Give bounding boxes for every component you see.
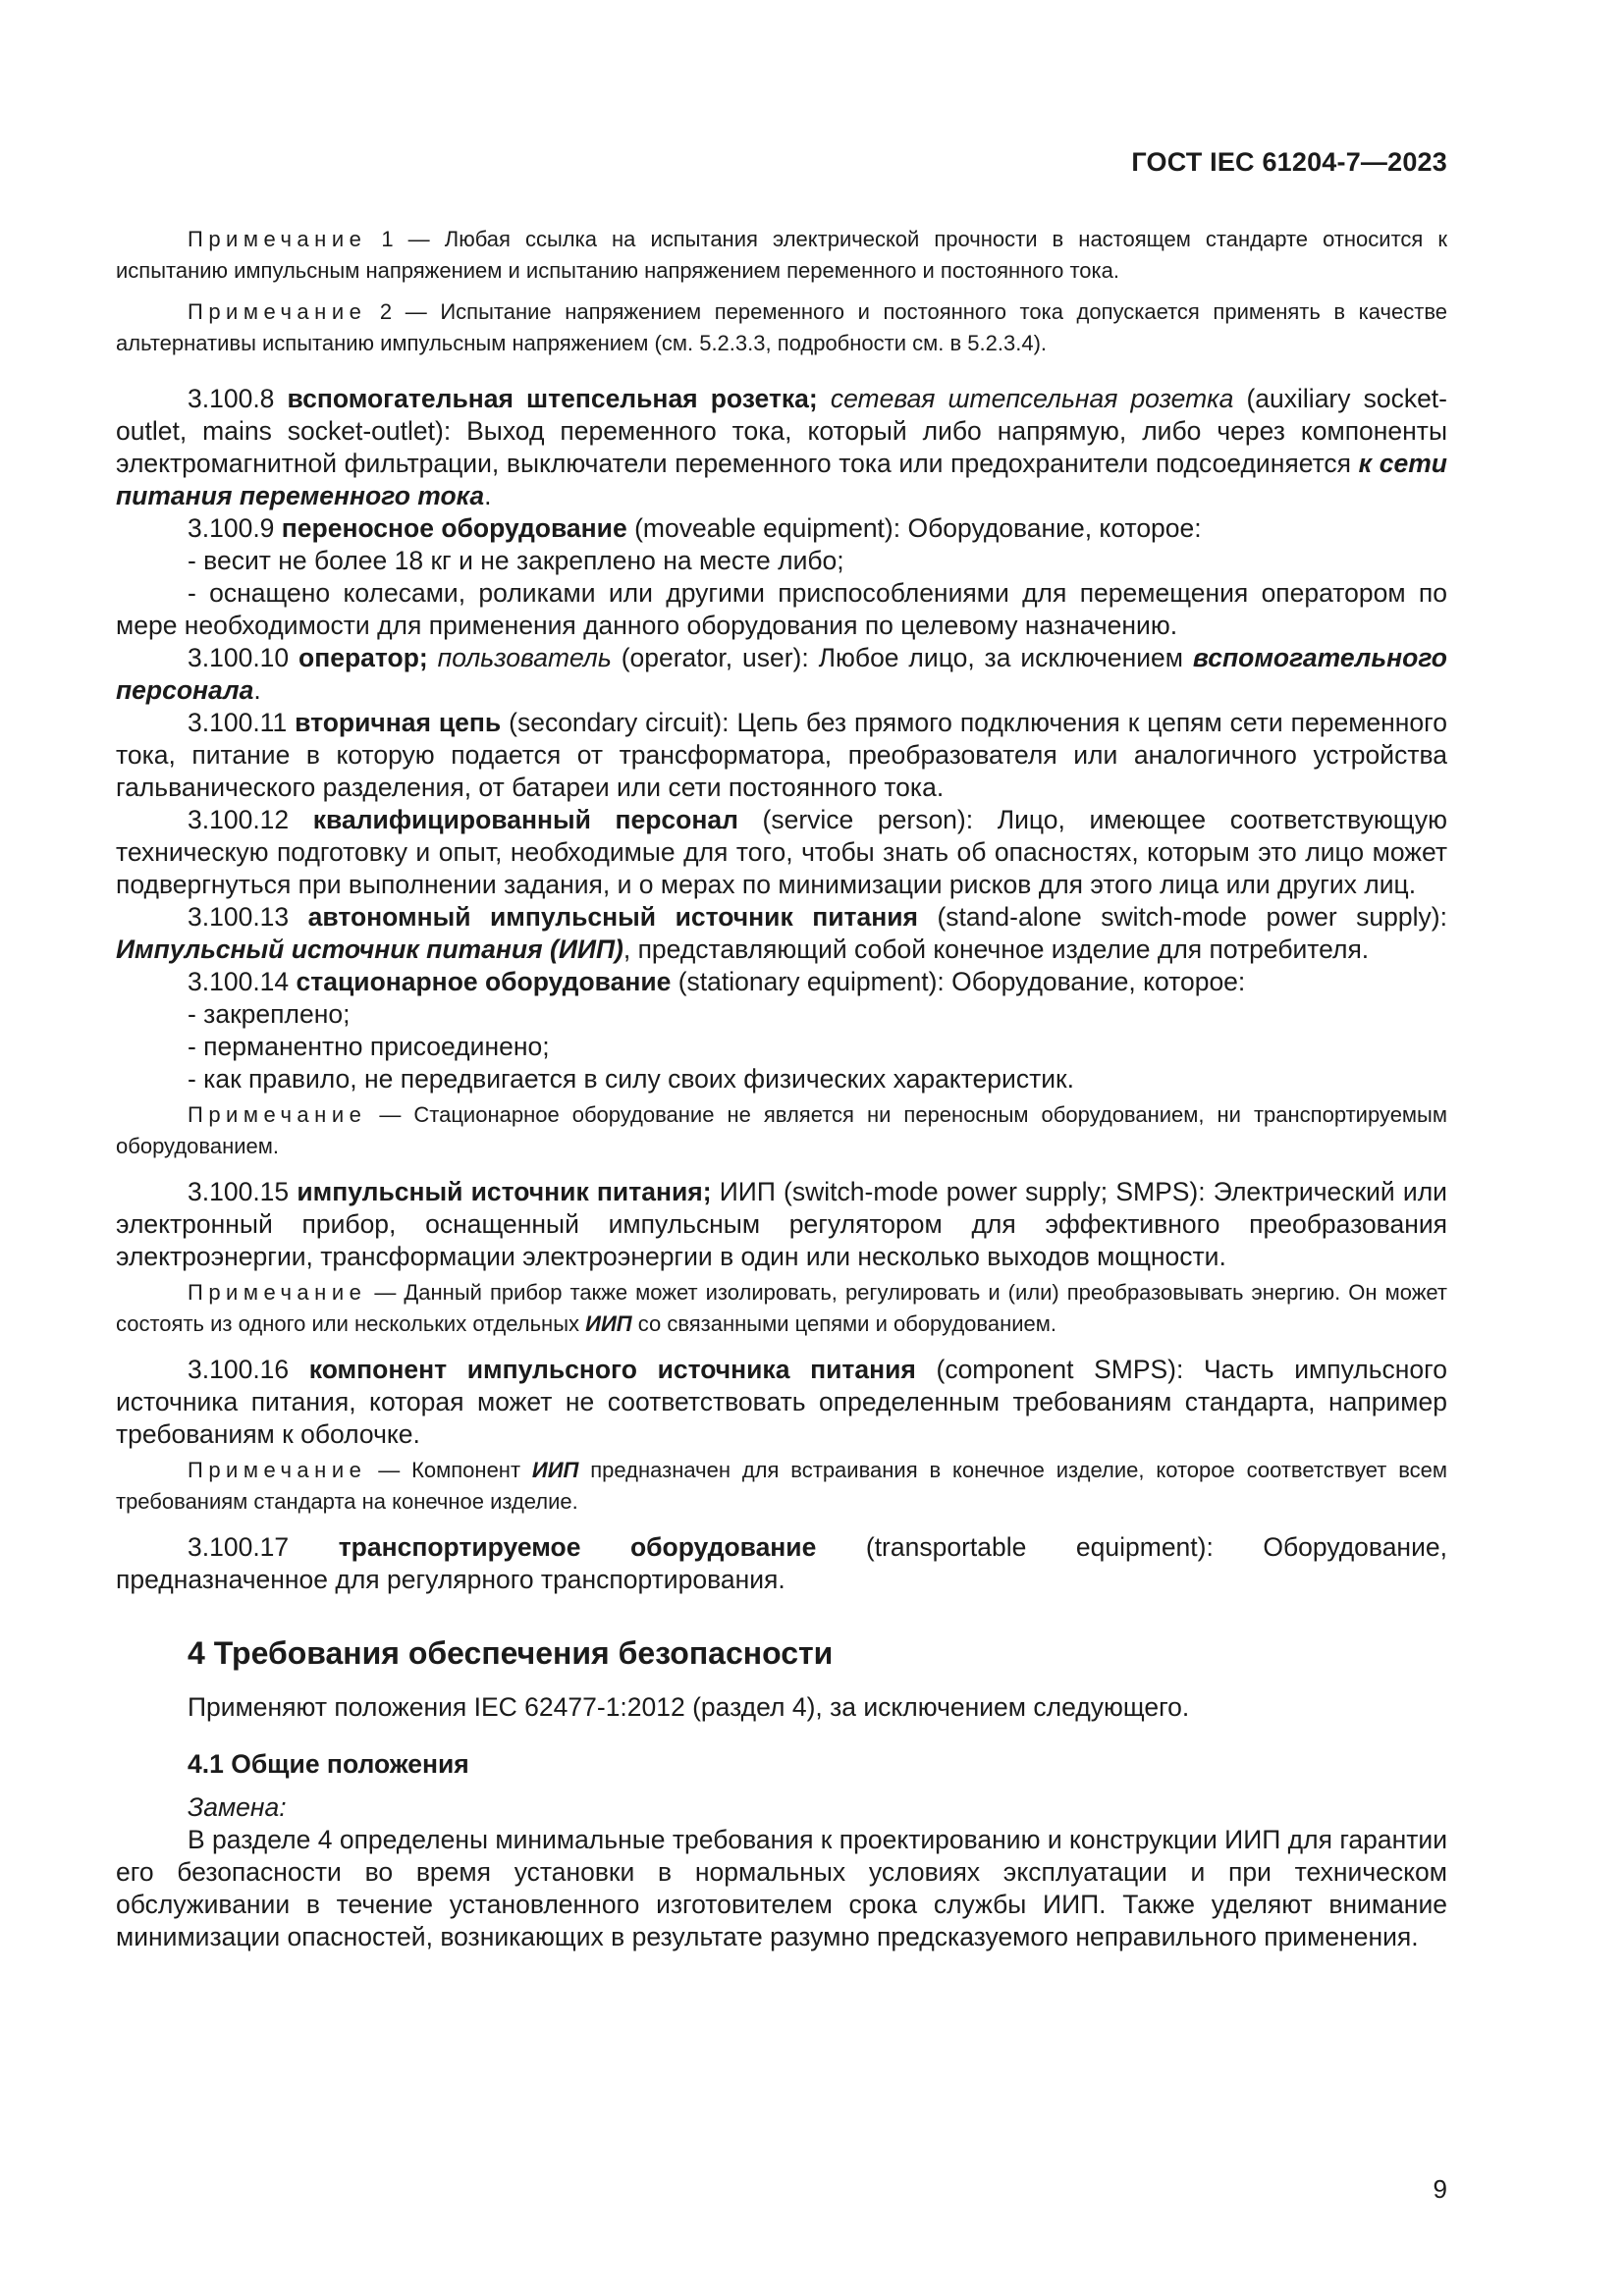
definition-text: (transportable equipment): Оборудование, предназначенное для регулярного транспортирования. xyxy=(116,1532,1447,1594)
definition-text: (moveable equipment): Оборудование, которое: xyxy=(626,513,1202,543)
definition-text: (service person): Лицо, имеющее соответствующую техническую подготовку и опыт, необходимые для того, чтобы знать об опасностях, которым это лицо может подвергнуться при выполнении задания, и о мерах по минимизации рисков для этого лица или других лиц. xyxy=(116,805,1447,899)
note-text: со связанными цепями и оборудованием. xyxy=(631,1311,1056,1336)
amendment-label: Замена: xyxy=(188,1792,287,1822)
term: вторичная цепь xyxy=(295,708,502,737)
section-body: В разделе 4 определены минимальные требования к проектированию и конструкции ИИП для гарантии его безопасности во время установки в нормальных условиях эксплуатации и при техническом обслуживании в течение установленного изготовителем срока службы ИИП. Также уделяют внимание минимизации опасностей, возникающих в результате разумно предсказуемого неправильного применения. xyxy=(116,1825,1447,1951)
document-code: ГОСТ IEC 61204-7—2023 xyxy=(1131,147,1447,177)
clause-number: 3.100.10 xyxy=(188,643,299,672)
term: вспомогательная штепсельная розетка; xyxy=(287,384,818,413)
definition-text: (operator, user): Любое лицо, за исключением xyxy=(611,643,1193,672)
term: оператор; xyxy=(298,643,428,672)
term-reference: ИИП xyxy=(531,1458,579,1482)
note-label: Примечание xyxy=(188,299,367,324)
definition-3-100-10 xyxy=(116,642,1447,707)
definition-3-100-15 xyxy=(116,1176,1447,1273)
note-text: Испытание напряжением переменного и постоянного тока допускается применять в качестве альтернативы испытанию импульсным напряжением (см. 5.2.3.3, подробности см. в 5.2.3.4). xyxy=(116,299,1447,355)
document-body xyxy=(116,224,1447,1953)
note-text: — Стационарное оборудование не является ни переносным оборудованием, ни транспортируемым оборудованием. xyxy=(116,1102,1447,1158)
note-text: Любая ссылка на испытания электрической прочности в настоящем стандарте относится к испытанию импульсным напряжением и испытанию напряжением переменного и постоянного тока. xyxy=(116,227,1448,283)
term-reference: вспомогательного персонала xyxy=(116,643,1447,705)
list-item: - закреплено; xyxy=(188,999,351,1029)
list-item: - как правило, не передвигается в силу своих физических характеристик. xyxy=(188,1064,1074,1094)
note-component-smps xyxy=(116,1455,1447,1518)
term-reference: Импульсный источник питания (ИИП) xyxy=(116,934,623,964)
definition-3-100-17 xyxy=(116,1531,1447,1596)
note-label: Примечание xyxy=(188,227,367,251)
note-number: 2 — xyxy=(366,299,441,324)
term: транспортируемое оборудование xyxy=(338,1532,817,1562)
note-label: Примечание xyxy=(188,1280,367,1305)
list-item: - оснащено колесами, роликами или другими приспособлениями для перемещения оператором по мере необходимости для применения данного оборудования по целевому назначению. xyxy=(116,578,1447,640)
definition-text: ИИП (switch-mode power supply; SMPS): Электрический или электронный прибор, оснащенный импульсным регулятором для эффективного преобразования электроэнергии, трансформации электроэнергии в один или несколько выходов мощности. xyxy=(116,1177,1447,1271)
definition-text: (secondary circuit): Цепь без прямого подключения к цепям сети переменного тока, питание в которую подается от трансформатора, преобразователя или аналогичного устройства гальванического разделения, от батареи или сети постоянного тока. xyxy=(116,708,1447,802)
term: компонент импульсного источника питания xyxy=(308,1355,916,1384)
term-reference: ИИП xyxy=(585,1311,632,1336)
definition-text: (stand-alone switch-mode power supply): xyxy=(917,902,1447,932)
clause-number: 3.100.14 xyxy=(188,967,297,996)
note-smps xyxy=(116,1277,1447,1340)
definition-end: , представляющий собой конечное изделие для потребителя. xyxy=(623,934,1370,964)
clause-number: 3.100.16 xyxy=(188,1355,309,1384)
term: импульсный источник питания; xyxy=(297,1177,712,1206)
alt-term: сетевая штепсельная розетка xyxy=(817,384,1234,413)
definition-3-100-12 xyxy=(116,804,1447,901)
note-stationary xyxy=(116,1099,1447,1162)
definition-text: (auxiliary socket-outlet, mains socket-outlet): Выход переменного тока, который либо напрямую, либо через компоненты электромагнитной фильтрации, выключатели переменного тока или предохранители подсоединяется xyxy=(116,384,1447,478)
definition-3-100-9 xyxy=(116,512,1447,545)
clause-number: 3.100.17 xyxy=(188,1532,339,1562)
note-text: — Данный прибор также может изолировать, регулировать и (или) преобразовывать энергию. Он может состоять из одного или нескольких отдельных xyxy=(116,1280,1447,1336)
clause-number: 3.100.12 xyxy=(188,805,313,834)
term: автономный импульсный источник питания xyxy=(307,902,918,932)
list-item: - перманентно присоединено; xyxy=(188,1032,550,1061)
definition-3-100-13 xyxy=(116,901,1447,966)
clause-number: 3.100.9 xyxy=(188,513,282,543)
section-title: 4 Требования обеспечения безопасности xyxy=(188,1635,834,1671)
clause-number: 3.100.13 xyxy=(188,902,308,932)
definition-3-100-14 xyxy=(116,966,1447,998)
alt-term: пользователь xyxy=(427,643,612,672)
list-item: - весит не более 18 кг и не закреплено на месте либо; xyxy=(188,546,844,575)
definition-end: . xyxy=(484,481,492,510)
definition-3-100-11 xyxy=(116,707,1447,804)
clause-number: 3.100.8 xyxy=(188,384,288,413)
definition-3-100-8 xyxy=(116,383,1447,512)
term: стационарное оборудование xyxy=(296,967,672,996)
term: переносное оборудование xyxy=(281,513,627,543)
definition-3-100-16 xyxy=(116,1354,1447,1451)
definition-text: (component SMPS): Часть импульсного источника питания, которая может не соответствовать определенным требованиям стандарта, например требованиям к оболочке. xyxy=(116,1355,1447,1449)
subsection-title: 4.1 Общие положения xyxy=(188,1749,469,1779)
definition-text: (stationary equipment): Оборудование, которое: xyxy=(671,967,1246,996)
term-reference: к сети питания переменного тока xyxy=(116,449,1447,510)
definition-end: . xyxy=(253,675,261,705)
note-text: — Компонент xyxy=(366,1458,532,1482)
note-label: Примечание xyxy=(188,1102,367,1127)
note-text: предназначен для встраивания в конечное изделие, которое соответствует всем требованиям стандарта на конечное изделие. xyxy=(116,1458,1447,1514)
term: квалифицированный персонал xyxy=(312,805,738,834)
clause-number: 3.100.15 xyxy=(188,1177,298,1206)
section-intro: Применяют положения IEC 62477-1:2012 (раздел 4), за исключением следующего. xyxy=(188,1692,1190,1722)
note-label: Примечание xyxy=(188,1458,367,1482)
note-1 xyxy=(116,224,1447,287)
page-number: 9 xyxy=(1433,2174,1447,2204)
clause-number: 3.100.11 xyxy=(188,708,296,737)
note-2 xyxy=(116,296,1447,359)
note-number: 1 — xyxy=(366,227,445,251)
